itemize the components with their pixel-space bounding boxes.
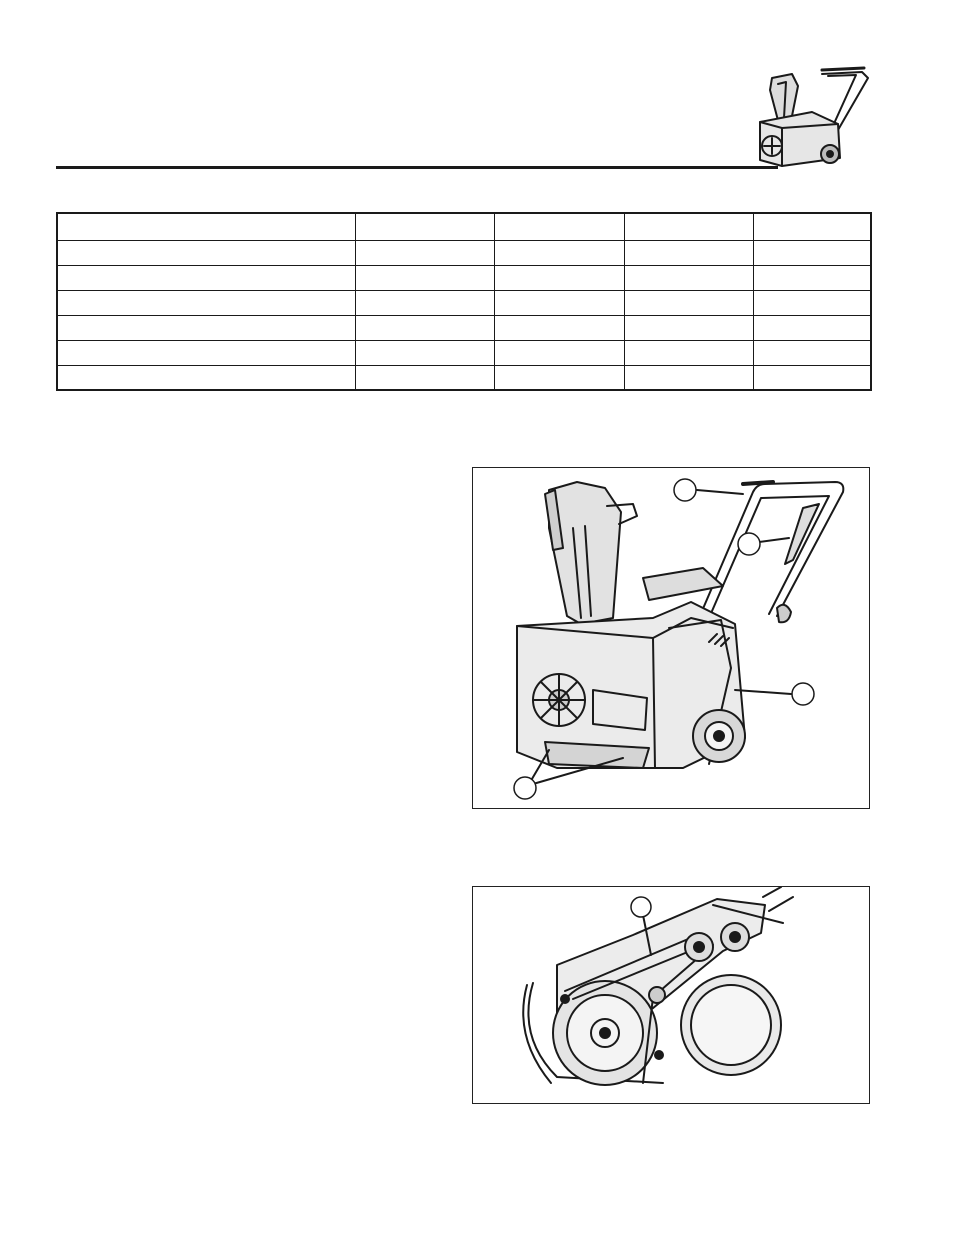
table-cell (494, 315, 624, 340)
table-cell (624, 265, 753, 290)
table-row (57, 265, 871, 290)
table-cell (753, 290, 871, 315)
table-cell (624, 340, 753, 365)
table-cell (753, 340, 871, 365)
table-cell (494, 265, 624, 290)
table-cell (494, 365, 624, 390)
belt-drive-illustration (473, 887, 871, 1105)
table-cell (355, 240, 494, 265)
table-row (57, 365, 871, 390)
table-cell (624, 365, 753, 390)
table-cell (355, 340, 494, 365)
table-cell (57, 365, 355, 390)
snowthrower-illustration (473, 468, 871, 810)
table-cell (494, 213, 624, 240)
table-cell (57, 265, 355, 290)
table-row (57, 213, 871, 240)
table-cell (624, 240, 753, 265)
table-cell (624, 315, 753, 340)
table-cell (355, 365, 494, 390)
table-cell (355, 213, 494, 240)
table-cell (753, 265, 871, 290)
table-cell (355, 265, 494, 290)
table-cell (57, 340, 355, 365)
table-cell (624, 290, 753, 315)
table-row (57, 315, 871, 340)
table-cell (753, 315, 871, 340)
table-cell (57, 240, 355, 265)
snowthrower-icon (752, 66, 874, 172)
table-cell (57, 290, 355, 315)
table-cell (57, 315, 355, 340)
table-cell (753, 240, 871, 265)
table-cell (494, 340, 624, 365)
table-row (57, 290, 871, 315)
table-cell (355, 315, 494, 340)
spec-table (56, 212, 872, 391)
table-cell (494, 240, 624, 265)
table-row (57, 240, 871, 265)
table-cell (494, 290, 624, 315)
table-cell (57, 213, 355, 240)
header-rule (56, 166, 778, 169)
table-cell (753, 213, 871, 240)
figure-belt-drive (472, 886, 870, 1104)
figure-snowthrower-overview (472, 467, 870, 809)
table-row (57, 340, 871, 365)
table-cell (355, 290, 494, 315)
table-cell (753, 365, 871, 390)
table-cell (624, 213, 753, 240)
